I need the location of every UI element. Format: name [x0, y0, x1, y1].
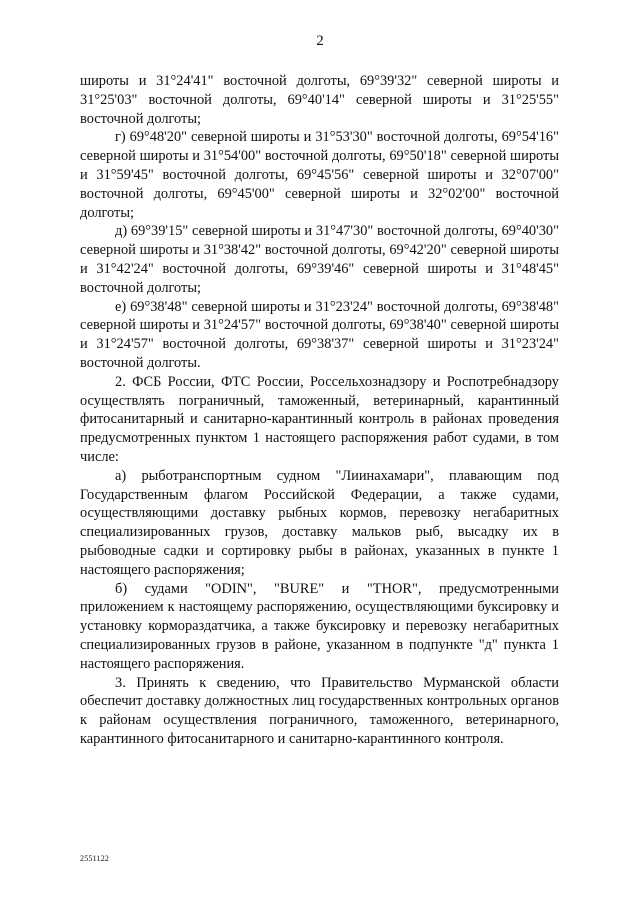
- paragraph-item-3: 3. Принять к сведению, что Правительство Мурманской области обеспечит доставку должностных лиц государственных контрольных органов к районам осуществления пограничного, таможенного, ветеринарного, карантинного фитосанитарного и санитарно-карантинного контроля.: [80, 674, 559, 747]
- paragraph-subitem-b: б) судами "ODIN", "BURE" и "THOR", предусмотренными приложением к настоящему распоряжению, осуществляющими буксировку и установку кормораздатчика, а также буксировку и перевозку негабаритных специализированных грузов в районе, указанном в подпункте "д" пункта 1 настоящего распоряжения.: [80, 580, 559, 672]
- paragraph-subitem-e: е) 69°38'48" северной широты и 31°23'24" восточной долготы, 69°38'48" северной широты и 31°24'57" восточной долготы, 69°38'40" северной широты и 31°24'57" восточной долготы, 69°38'37" северной широты и 31°23'24" восточной долготы.: [80, 298, 559, 371]
- paragraph-subitem-g: г) 69°48'20" северной широты и 31°53'30" восточной долготы, 69°54'16" северной широты и 31°54'00" восточной долготы, 69°50'18" северной широты и 31°59'45" восточной долготы, 69°45'56" северной широты и 32°07'00" восточной долготы, 69°45'00" северной широты и 32°02'00" восточной долготы;: [80, 129, 559, 221]
- document-body: [80, 72, 559, 749]
- paragraph-subitem-a: а) рыботранспортным судном "Лиинахамари", плавающим под Государственным флагом Российской Федерации, а также судами, осуществляющими доставку рыбных кормов, перевозку негабаритных специализированных грузов, доставку мальков рыб, высадку их в рыбоводные садки и сортировку рыбы в районах, указанных в пункте 1 настоящего распоряжения;: [80, 467, 559, 578]
- paragraph-subitem-d: д) 69°39'15" северной широты и 31°47'30" восточной долготы, 69°40'30" северной широты и 31°38'42" восточной долготы, 69°42'20" северной широты и 31°42'24" восточной долготы, 69°39'46" северной широты и 31°48'45" восточной долготы;: [80, 223, 559, 296]
- paragraph-item-2: 2. ФСБ России, ФТС России, Россельхознадзору и Роспотребнадзору осуществлять пограничный, таможенный, ветеринарный, карантинный фитосанитарный и санитарно-карантинный контроль в районах проведения предусмотренных пунктом 1 настоящего распоряжения работ судами, в том числе:: [80, 373, 559, 465]
- document-code: 2551122: [80, 854, 110, 863]
- page-number: 2: [316, 33, 324, 49]
- paragraph-coordinates-continued: широты и 31°24'41" восточной долготы, 69°39'32" северной широты и 31°25'03" восточной долготы, 69°40'14" северной широты и 31°25'55" восточной долготы;: [80, 73, 559, 127]
